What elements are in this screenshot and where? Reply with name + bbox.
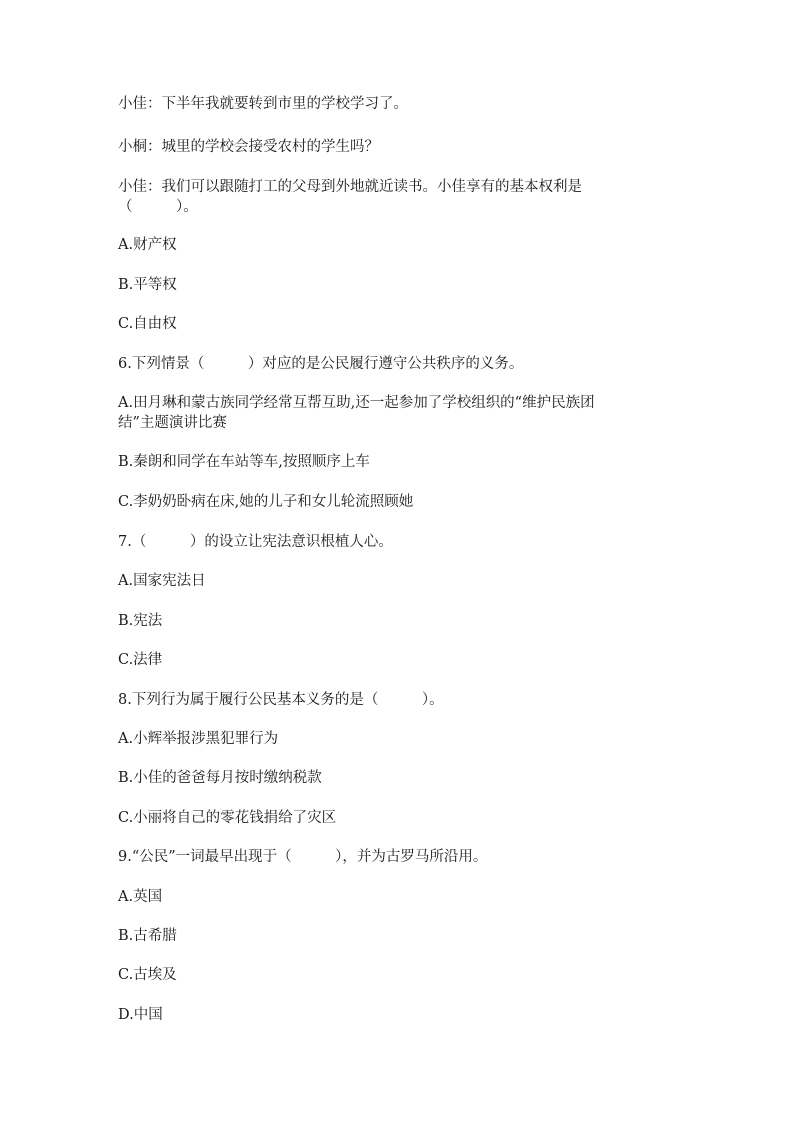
q6-option-a-line-1: A.田月琳和蒙古族同学经常互帮互助,还一起参加了学校组织的“维护民族团 <box>118 395 595 411</box>
q5-option-a: A.财产权 <box>118 237 177 253</box>
q6-option-c: C.李奶奶卧病在床,她的儿子和女儿轮流照顾她 <box>118 494 414 510</box>
q9-option-a: A.英国 <box>118 889 163 905</box>
q8-option-a: A.小辉举报涉黑犯罪行为 <box>118 731 279 747</box>
q7-option-a: A.国家宪法日 <box>118 573 206 589</box>
q7-stem: 7.（ ）的设立让宪法意识根植人心。 <box>118 534 393 550</box>
answer-blank-q5: （ ）。 <box>118 199 198 215</box>
q9-option-b: B.古希腊 <box>118 928 177 944</box>
dialogue-line-3: 小佳：我们可以跟随打工的父母到外地就近读书。小佳享有的基本权利是 <box>118 179 582 195</box>
q6-option-b: B.秦朗和同学在车站等车,按照顺序上车 <box>118 454 370 470</box>
q5-option-b: B.平等权 <box>118 277 177 293</box>
q8-stem: 8.下列行为属于履行公民基本义务的是（ ）。 <box>118 692 444 708</box>
q8-option-b: B.小佳的爸爸每月按时缴纳税款 <box>118 770 322 786</box>
q5-option-c: C.自由权 <box>118 316 177 332</box>
q6-stem: 6.下列情景（ ）对应的是公民履行遵守公共秩序的义务。 <box>118 356 524 372</box>
q9-option-c: C.古埃及 <box>118 967 177 983</box>
q9-option-d: D.中国 <box>118 1007 163 1023</box>
q7-option-b: B.宪法 <box>118 613 163 629</box>
q8-option-c: C.小丽将自己的零花钱捐给了灾区 <box>118 810 337 826</box>
q9-stem: 9.“公民”一词最早出现于（ ），并为古罗马所沿用。 <box>118 849 488 865</box>
dialogue-line-1: 小佳：下半年我就要转到市里的学校学习了。 <box>118 96 408 112</box>
q7-option-c: C.法律 <box>118 652 163 668</box>
q6-option-a-line-2: 结”主题演讲比赛 <box>118 415 227 431</box>
dialogue-line-2: 小桐：城里的学校会接受农村的学生吗？ <box>118 139 379 155</box>
